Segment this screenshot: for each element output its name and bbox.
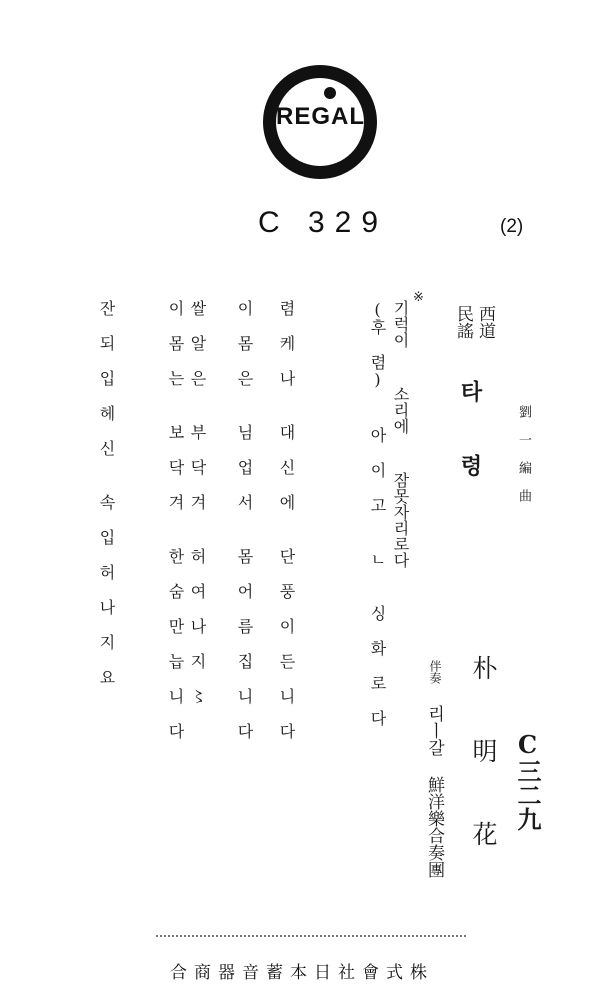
arranger-credit: 劉 一 編 曲 [516,405,531,502]
genre-label: 西道 民謠 [453,305,495,339]
lyric-line: 이 몸 은 님 업 서 몸 어 름 집 니 다 [235,300,254,739]
lyric-line: 기럭이 소리에 잠못자리로다 [391,300,410,568]
song-title: 타 령 [457,380,483,476]
ensemble-name: 리ㅣ갈 鮮洋樂合奏團 [424,705,444,878]
lyrics-marker: ※ [411,290,426,305]
lyric-line: (후 렴) 아 이 고 ㄴ 싱 화 로 다 [368,300,387,726]
regal-logo [263,65,377,179]
lyric-line: 이 몸 는 보 닥 겨 한 숨 만 늡 니 다 [166,300,185,739]
footer-divider [156,935,466,937]
lyric-line: 렴 케 나 대 신 에 단 풍 이 든 니 다 [277,300,296,739]
logo-emblem-icon [324,87,336,99]
accompaniment-role: 伴奏 [428,660,442,684]
catalog-number-vertical: C三二九 [513,730,542,831]
logo-label [276,78,364,166]
publisher-footer: 合商器音蓄本日社會式株 [170,963,434,983]
logo-brand: REGAL [276,103,365,130]
catalog-number: C 329 [258,206,389,239]
lyric-line: 잔 되 입 헤 신 속 입 허 나 지 요 [97,300,116,685]
lyric-line: 쌀 알 은 부 닥 겨 허 여 나 지 〻 [188,300,207,704]
vocalist-name: 朴 明 花 [469,655,498,846]
side-number: (2) [500,216,524,237]
